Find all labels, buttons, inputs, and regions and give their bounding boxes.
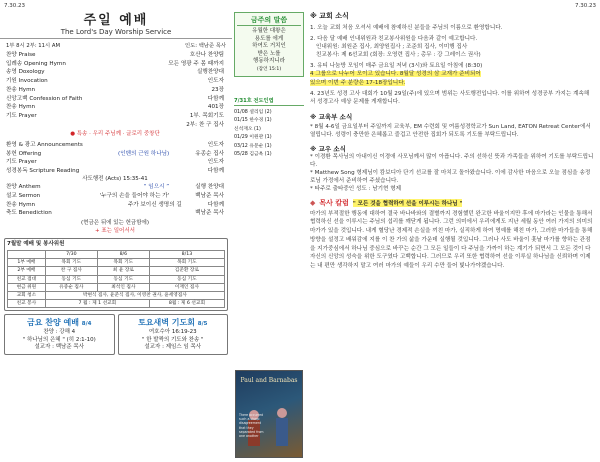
friday-line: 설교자 : 백남준 목사 [34,344,85,351]
friday-service-box [4,314,115,354]
scripture-ref: 사도행전 (Acts) 15:35-41 [82,175,148,182]
page-title: 주일 예배 [83,13,149,28]
table-row: 1부 예배 목회 기도 목회 기도 목회 기도 [8,259,225,267]
worship-bulletin-panel [0,0,232,462]
order-item: 2부: 찬 구 집사 [186,121,224,128]
image-caption: There occurred such a sharp disagreement that they separated from one another [239,413,264,439]
news-item: 3. 유티 나눔방 모임이 매주 금요일 저녁 (3시)와 토요일 아침에 (8:30) 4 그룹으로 나누어 모이고 있습니다. 8월달 성경의 삼 교재가 준비되어 있으며 이번 주 분량은 17-18장입니다. [310,63,483,86]
members-heading: ※ 교우 소식 [310,145,346,154]
schedule-table [7,250,225,308]
order-item: 송영 Doxology 실행찬양대 [6,69,224,76]
order-item: 찬양 Praise 호산나 찬양팀 [6,52,224,58]
service-leader: 인도: 백남준 목사 [185,43,226,49]
saturday-line: " 한 발짝의 기도와 찬송 " [141,336,204,343]
weekly-verse-box [234,12,304,77]
order-item: 찬송 Hymn 23장 [6,86,224,93]
order-item: 성경봉독 Scripture Reading 다함께 [6,168,224,175]
birthday-label: 7/31호 전도인엽 [234,97,304,106]
verse-line: 행동하지니라 [253,58,285,65]
table-row: 현금 위원 유중순 집사 최석인 집사 이재인 집사 [8,283,225,291]
middle-column [234,0,304,462]
order-item: 기도 Prayer 1부. 목회기도 [6,112,224,119]
verse-title: 금주의 말씀 [237,15,301,26]
order-item: 축도 Benediction 백남준 목사 [6,210,224,217]
birthday-list [234,109,304,160]
table-row: 친교 봉사 7 월 : 제 1 선교회 8월 : 제 6 선교회 [8,300,225,308]
member-news-item: * Matthew Song 형제님이 캄보디아 단기 선교를 잘 마치고 돌아왔습니다. 이에 감사한 마음으로 오늘 점심을 송정로님 가정에서 준비하여 주셨습니다. [310,170,591,185]
saturday-title: 토요새벽 기도회 [138,318,195,328]
order-item: 찬송 Hymn 주가 보이신 생명의 길 다함께 [6,201,224,208]
image-title: Paul and Barnabas [240,377,298,384]
list-item: 01/15 한수경 (1) [234,118,272,124]
column-body: 마가의 부적절한 행동에 대하여 결국 바나바와의 결별까지 경험했던 완고한 바울이지만 후에 마가라는 인물을 통해서 협력하신 선을 이루시는 주님의 섭리를 깨닫게 됩니다. 그런 의미에서 우리에게도 지난 세월 동안 여러 가지의 의미의 마가가 있을 것입니다. 내게 혈당난 경제적 손실을 끼친 마가, 실직하게 하여 명예를 해친 마가, 그러한 마가들을 통해 방향을 설정고 배워감에 지를 이 찬 가의 삶을 가운데 실행될 것입니다. 그러나 사도 바울이 훗날 마가를 향하는 관점을 지가중심에서 하나님 중심으로 바꾸는 순간 그 모든 일들이 다 주님을 가까이 하는 계기가 되면서 그 모든 것이 다 자신의 신앙의 성숙을 위한 도구였다 고백합니다. 그러므로 우리 또한 협력하여 선을 이루실 하나님을 신뢰하며 이제는 내 편만 생각하지 말고 여러 마가의 예들이 우리 수만 들어 빛나가야겠습니다. [310,210,593,270]
offering-note: (현금은 뒤에 있는 헌금함에) [81,220,149,227]
saturday-line: 여호수아 16:19-23 [148,328,197,335]
list-item: 신석재오 (1) [234,126,261,132]
list-item: 01/08 셜리임 (2) [234,109,272,115]
member-news-item: * 타주로 출타중인 성도 : 남기현 형제 [310,186,402,193]
paul-barnabas-image [235,370,303,458]
order-item: 찬양 Anthem “ 임으시 ” 실행 찬양대 [6,184,224,191]
column-title: 목사 칼럼 [319,198,349,207]
education-item: * 8월 4-6일 금요일부터 주일까지 교육부, EM 수련회 및 여름성경학교가 Sun Land, EATON Retreat Center에서 열립니다. 성령이 충만한 은혜롭고 즐겁고 안전한 집회가 되도록 기도를 부탁드립니다. [310,123,591,138]
news-panel [306,0,600,462]
special-song: ● 특송 · 우리 주님께 · 글로리 중창단 [70,131,160,138]
table-row: 친교 접대 동심 기도 동심 기도 동심 기도 [8,275,225,283]
order-item: 기도 Prayer 인도자 [6,159,224,166]
volunteer-schedule [4,238,228,311]
friday-date: 8/4 [81,321,92,328]
table-header: 7/30 8/6 8/13 [8,250,225,258]
friday-line: 찬양 : 강해 4 [43,328,76,335]
page-subtitle: The Lord's Day Worship Service [60,28,172,36]
diamond-icon: ◆ [310,198,316,207]
friday-line: " 하나님의 은혜 " (히 2:1-10) [22,336,96,343]
table-row: 2부 예배 찬 구 집사 최 윤 장로 김준환 장로 [8,267,225,275]
education-heading: ※ 교육부 소식 [310,112,353,121]
order-item: 환영 & 광고 Announcements 인도자 [6,141,224,148]
schedule-title: 7월말 예배 및 봉사위원 [7,241,65,248]
saturday-date: 8/5 [197,321,208,328]
date-right: 7.30.23 [575,3,596,9]
column-subtitle: " 모든 것을 협력하여 선을 이루시는 하나님 " [352,200,463,207]
date-left: 7.30.23 [4,3,25,9]
order-item: 찬송 Hymn 401장 [6,104,224,111]
order-item: 입례송 Opening Hymn 모든 영광 주 몸 때까지 [6,60,224,67]
news-item: 4. 23년도 성경 고사 대회가 10월 29일(주)에 있으며 범위는 사도행전입니다. 이를 위하여 성경공부 가지는 계속해서 성경고사 예상 문제를 게재합니다. [310,90,590,105]
news-item: 인내위원: 최원준 집사, 최양원집사 ; 조준희 집사, 이미행 집사 [316,44,468,51]
service-times: 1부 8시 2부: 11시 AM [6,43,61,49]
verse-line: 유월한 대왕은 [252,28,286,34]
news-item: 2. 다음 달 예배 인내위원과 친교봉사위원을 다음과 같이 예고합니다. [310,36,478,43]
list-item: 05/28 김금옥 (1) [234,152,272,158]
verse-line: 하여도 거치인 [252,43,286,50]
verse-reference: (잠언 15:1) [256,66,282,72]
table-row: 교회 청소 박현식 집사, 윤준식 집사, 이영찬 권사, 윤세영집사 [8,291,225,299]
church-news-heading: ※ 교회 소식 [310,12,349,20]
order-item: 신앙고백 Confession of Faith 다함께 [6,95,224,102]
standing-note: + 표는 일어서서 [95,227,135,234]
order-of-service [0,49,232,235]
order-item: 봉헌 Offering (인벤의 근원 하나님) 유종순 집사 [6,150,224,157]
member-news-item: * 이경환 목사님의 아내이신 이경애 사모님께서 많이 아픕니다. 주의 선하신 뜻과 가족들을 위하여 기도를 부탁드립니다. [310,154,594,169]
pastor-column-header [310,198,594,208]
news-item: 친교봉사: 제 6선교회 (회장: 오영련 집사 ; 총무 : 강 그레이스 권사) [316,52,481,59]
friday-title: 금요 찬양 예배 [27,318,79,328]
order-item: 설교 Sermon '누구의 손을 들어야 하는 가' 백남준 목사 [6,193,224,200]
news-item: 1. 오늘 교회 처음 오셔서 예배에 참예하신 분들을 주님의 이름으로 환영합니다. [310,25,503,31]
service-info [0,41,232,49]
saturday-service-box [118,314,229,354]
saturday-line: 설교자 : 제임스 임 목사 [144,344,202,351]
list-item: 03/12 유문순 (1) [234,143,272,149]
list-item: 01/29 이원관 (1) [234,135,272,141]
verse-line: 받은 노를 [257,50,281,57]
verse-line: 용도를 에게 [254,35,284,42]
order-item: 기원 Invocation 인도자 [6,78,224,85]
